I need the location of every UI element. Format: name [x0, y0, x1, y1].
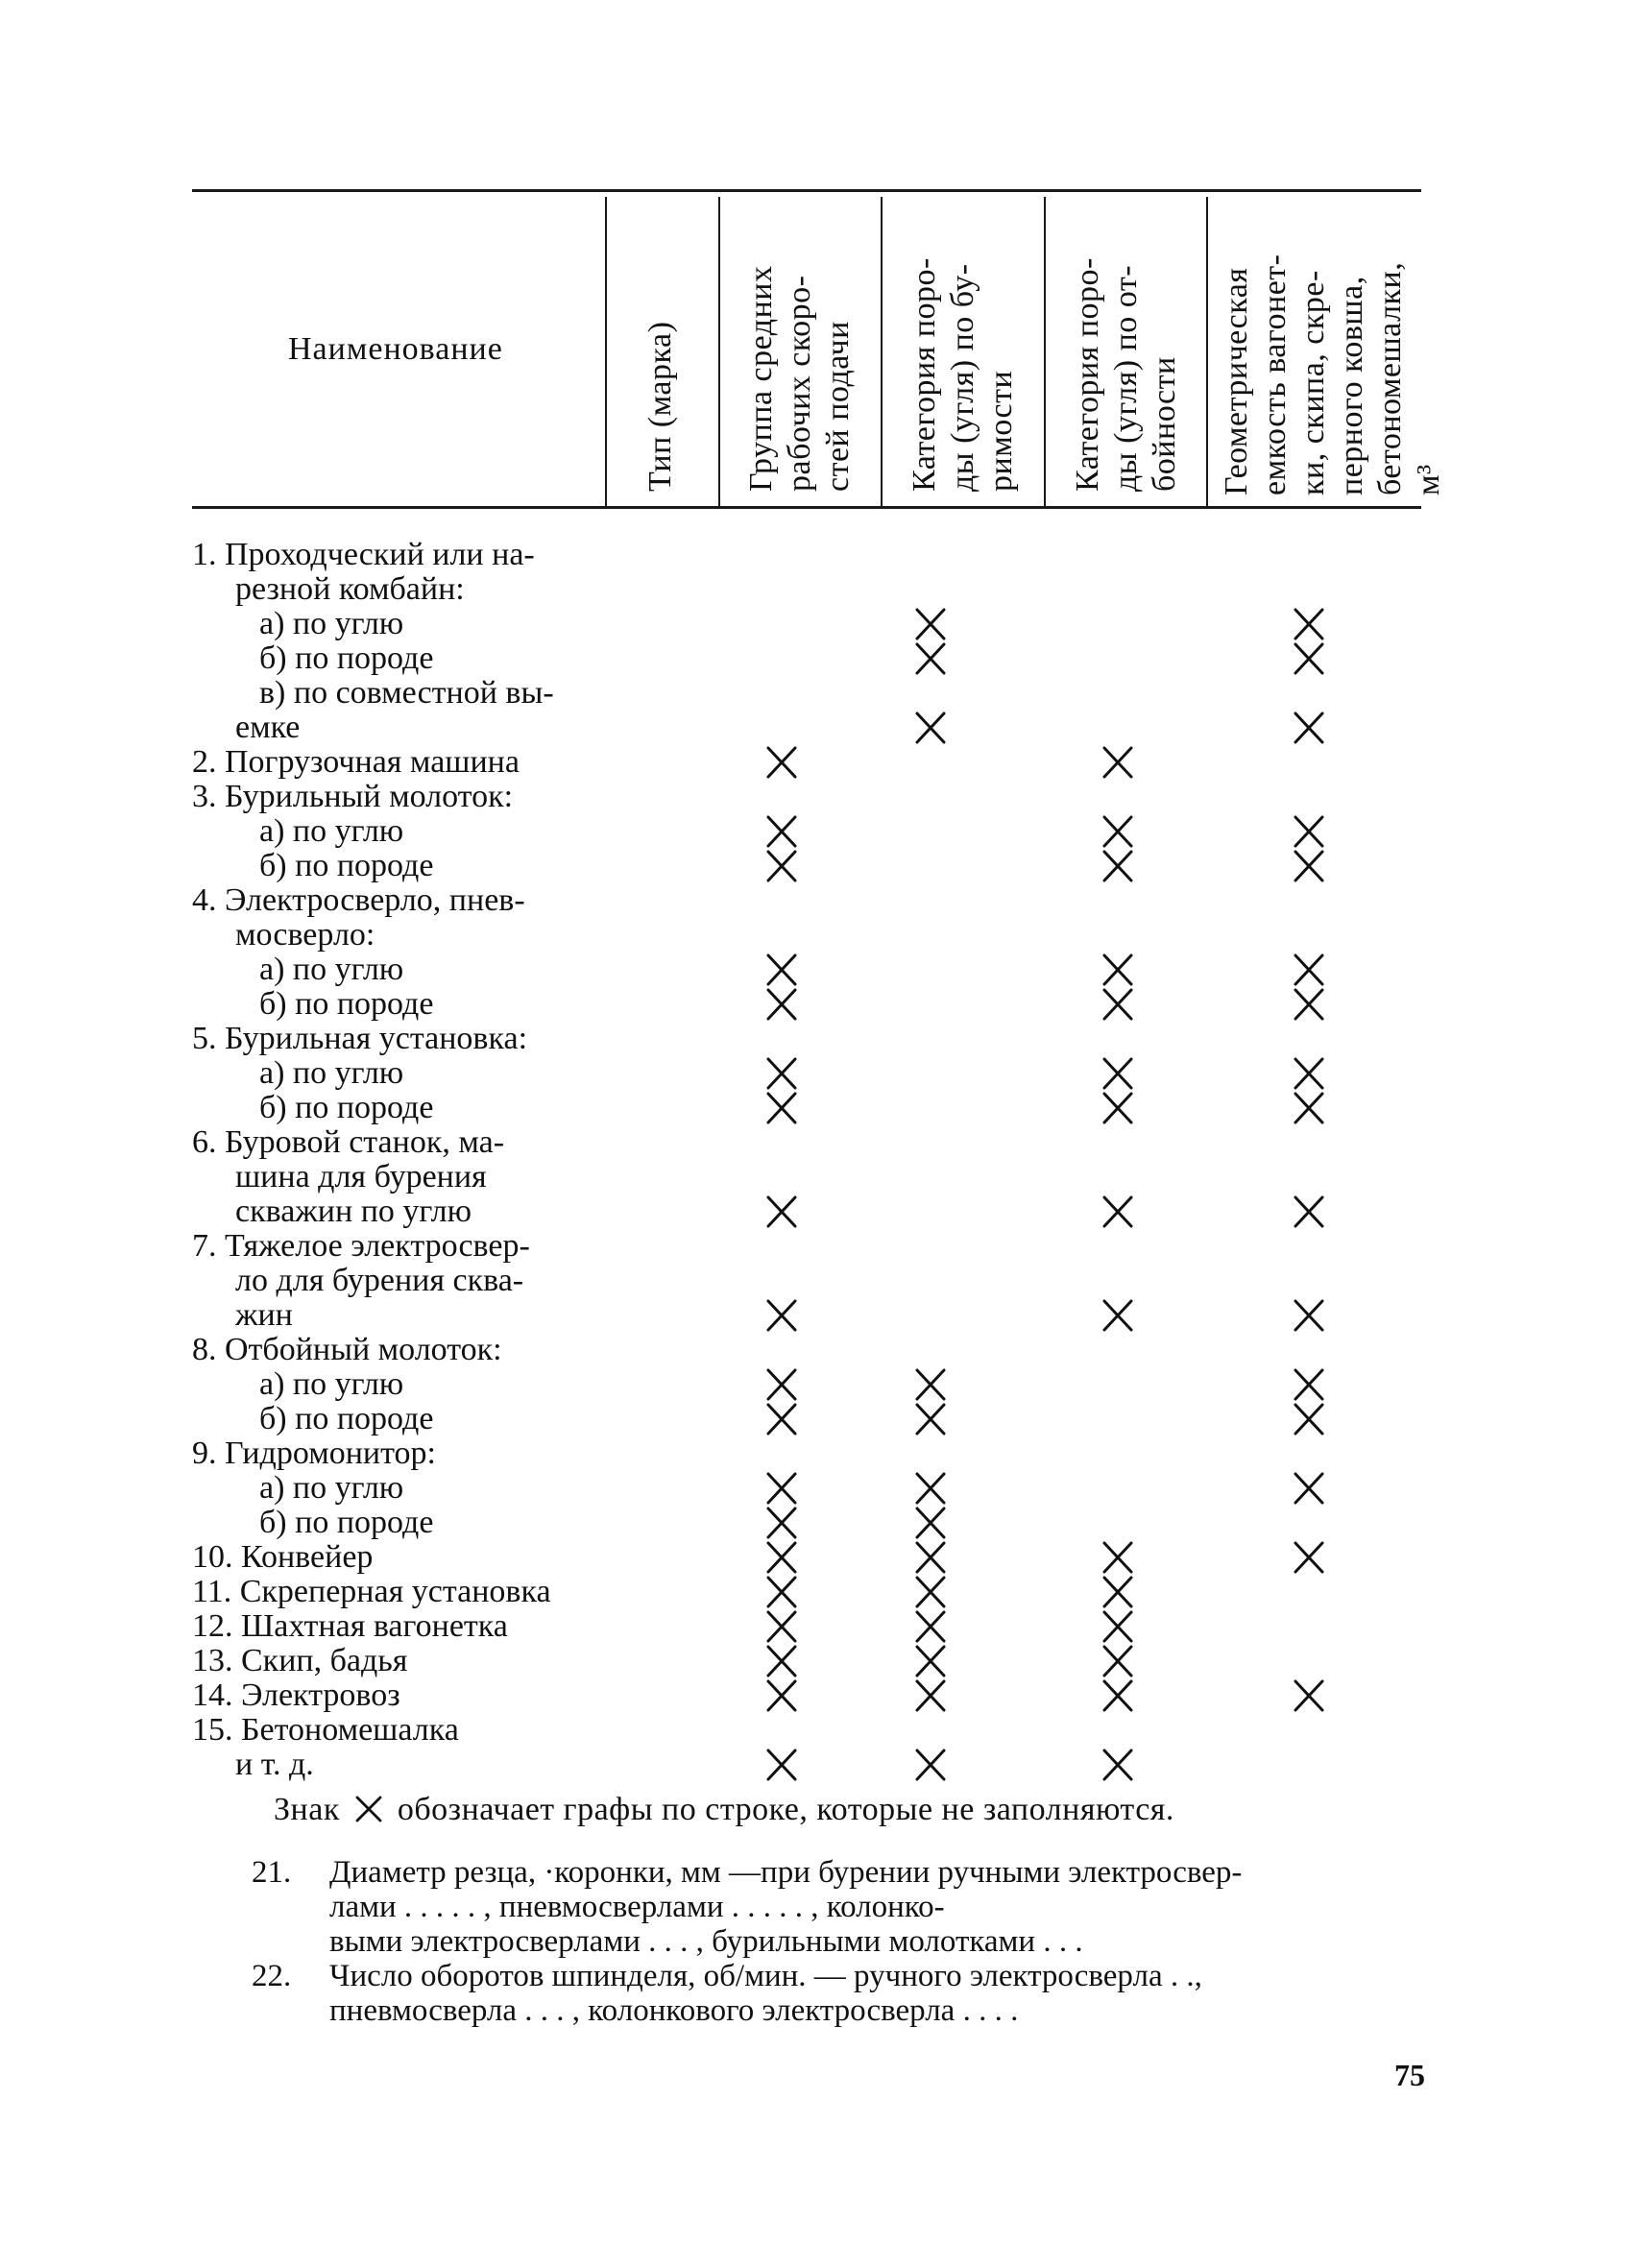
cross-mark-icon	[912, 1506, 949, 1540]
row-label: а) по углю	[259, 1366, 404, 1402]
row-label: б) по породе	[259, 848, 434, 883]
row-label: 11. Скреперная установка	[192, 1574, 551, 1609]
cross-mark-icon	[1291, 1402, 1327, 1436]
table-row	[192, 1713, 615, 1748]
header-line: Группа средних	[743, 265, 779, 492]
item-21-number: 21.	[252, 1855, 292, 1890]
cross-mark-icon	[1100, 1575, 1136, 1609]
row-label: б) по породе	[259, 1401, 434, 1436]
legend-note	[274, 1792, 1174, 1828]
cross-mark-icon	[763, 745, 800, 780]
row-label: а) по углю	[259, 1470, 404, 1506]
item-21-line: Диаметр резца, ·коронки, мм —при бурении ручными электросвер-	[329, 1855, 1243, 1890]
cross-mark-icon	[1291, 1194, 1327, 1229]
cross-mark-icon	[1100, 849, 1136, 883]
row-label: 3. Бурильный молоток:	[192, 779, 514, 814]
table-row	[259, 1056, 682, 1091]
table-row	[259, 676, 682, 711]
cross-mark-icon	[1100, 745, 1136, 780]
cross-mark-icon	[912, 1471, 949, 1506]
cross-mark-icon	[763, 1091, 800, 1125]
legend-text: обозначает графы по строке, которые не заполняются.	[397, 1792, 1174, 1827]
row-label: шина для бурения	[235, 1159, 487, 1194]
row-label: резной комбайн:	[235, 571, 465, 607]
cross-mark-icon	[1291, 987, 1327, 1022]
cross-mark-icon	[763, 1506, 800, 1540]
header-line: м³	[1411, 464, 1446, 495]
cross-mark-icon	[1291, 953, 1327, 987]
column-divider-4	[1044, 197, 1046, 506]
cross-mark-icon	[763, 1194, 800, 1229]
header-breakability	[1069, 257, 1184, 492]
header-line: стей подачи	[820, 321, 856, 492]
table-row	[192, 1644, 615, 1678]
table-row	[192, 883, 615, 918]
cross-mark-icon	[763, 1748, 800, 1782]
column-divider-1	[605, 197, 607, 506]
cross-mark-icon	[1100, 1609, 1136, 1644]
cross-mark-icon	[912, 641, 949, 676]
row-label: 1. Проходческий или на-	[192, 537, 535, 572]
cross-mark-icon	[763, 987, 800, 1022]
table-row	[259, 1091, 682, 1125]
cross-mark-icon	[1100, 1540, 1136, 1575]
table-row	[259, 641, 682, 676]
row-label: 10. Конвейер	[192, 1539, 374, 1575]
header-type-text: Тип (марка)	[642, 321, 678, 492]
row-label: 6. Буровой станок, ма-	[192, 1124, 505, 1160]
row-label: б) по породе	[259, 1505, 434, 1540]
cross-mark-icon	[763, 1609, 800, 1644]
table-row	[235, 711, 658, 745]
cross-mark-icon	[763, 1540, 800, 1575]
header-name: Наименование	[288, 331, 503, 367]
row-label: скважин по углю	[235, 1194, 472, 1229]
row-label: жин	[235, 1297, 293, 1333]
table-row	[192, 1540, 615, 1575]
table-row	[259, 814, 682, 849]
table-row	[192, 1575, 615, 1609]
cross-mark-icon	[1291, 1056, 1327, 1091]
cross-mark-icon	[1291, 1540, 1327, 1575]
row-label: ло для бурения сква-	[235, 1263, 524, 1298]
table-row	[235, 1748, 658, 1782]
cross-mark-icon	[1100, 1194, 1136, 1229]
table-row	[235, 1194, 658, 1229]
cross-mark-icon	[763, 849, 800, 883]
cross-mark-icon	[912, 1575, 949, 1609]
row-label: 7. Тяжелое электросвер-	[192, 1228, 530, 1264]
cross-mark-icon	[1100, 1056, 1136, 1091]
row-label: 12. Шахтная вагонетка	[192, 1608, 508, 1644]
cross-mark-icon	[763, 1367, 800, 1402]
item-21-line: выми электросверлами . . . , бурильными молотками . . .	[329, 1924, 1083, 1959]
row-label: 13. Скип, бадья	[192, 1643, 408, 1678]
table-row	[259, 607, 682, 641]
header-line: римости	[983, 370, 1019, 492]
row-label: б) по породе	[259, 986, 434, 1022]
cross-mark-icon	[1291, 1471, 1327, 1506]
header-speed-group	[742, 266, 858, 492]
table-row	[259, 1471, 682, 1506]
cross-mark-icon	[912, 1644, 949, 1678]
column-divider-2	[718, 197, 720, 506]
header-type	[641, 322, 680, 492]
table-row	[192, 1229, 615, 1264]
cross-mark-icon	[763, 1644, 800, 1678]
cross-mark-icon	[763, 1056, 800, 1091]
cross-mark-icon	[763, 953, 800, 987]
cross-mark-icon	[912, 607, 949, 641]
row-label: б) по породе	[259, 640, 434, 676]
row-label: мосверло:	[235, 917, 375, 953]
row-label: б) по породе	[259, 1090, 434, 1125]
cross-mark-icon	[354, 1795, 383, 1823]
table-row	[259, 1506, 682, 1540]
cross-mark-icon	[763, 1298, 800, 1333]
cross-mark-icon	[912, 1609, 949, 1644]
table-row	[192, 1022, 615, 1056]
table-row	[259, 953, 682, 987]
table-row	[259, 1402, 682, 1436]
row-label: а) по углю	[259, 813, 404, 849]
item-21-line: лами . . . . . , пневмосверлами . . . . . , колонко-	[329, 1890, 945, 1924]
cross-mark-icon	[912, 1540, 949, 1575]
column-divider-3	[881, 197, 883, 506]
cross-mark-icon	[1100, 1091, 1136, 1125]
header-line: Категория поро-	[907, 257, 942, 492]
table-row	[192, 1333, 615, 1367]
header-line: бетономешалки,	[1372, 261, 1408, 495]
header-line: емкость вагонет-	[1257, 253, 1293, 495]
row-label: а) по углю	[259, 606, 404, 641]
cross-mark-icon	[1291, 849, 1327, 883]
legend-prefix: Знак	[274, 1792, 340, 1827]
cross-mark-icon	[912, 1748, 949, 1782]
row-label: в) по совместной вы-	[259, 675, 554, 711]
cross-mark-icon	[912, 1367, 949, 1402]
table-row	[192, 1678, 615, 1713]
cross-mark-icon	[763, 1575, 800, 1609]
table-row	[259, 1367, 682, 1402]
cross-mark-icon	[1100, 1298, 1136, 1333]
table-row	[235, 918, 658, 953]
header-line: ды (угля) по от-	[1108, 264, 1144, 492]
item-22-number: 22.	[252, 1959, 292, 1993]
table-row	[235, 1264, 658, 1298]
cross-mark-icon	[1100, 953, 1136, 987]
cross-mark-icon	[912, 1678, 949, 1713]
cross-mark-icon	[1291, 1298, 1327, 1333]
table-row	[235, 1160, 658, 1194]
table-row	[192, 745, 615, 780]
table-row	[192, 780, 615, 814]
row-label: емке	[235, 710, 301, 745]
row-label: и т. д.	[235, 1747, 314, 1782]
cross-mark-icon	[912, 1402, 949, 1436]
row-label: 2. Погрузочная машина	[192, 744, 520, 780]
table-row	[192, 1436, 615, 1471]
cross-mark-icon	[1100, 1644, 1136, 1678]
item-22-line: Число оборотов шпинделя, об/мин. — ручного электросверла . .,	[329, 1959, 1202, 1993]
table-row	[192, 1609, 615, 1644]
header-capacity	[1218, 254, 1448, 495]
table-top-rule	[192, 189, 1421, 192]
row-label: 4. Электросверло, пнев-	[192, 882, 525, 918]
table-row	[259, 849, 682, 883]
item-22-line: пневмосверла . . . , колонкового электросверла . . . .	[329, 1993, 1019, 2028]
cross-mark-icon	[1100, 814, 1136, 849]
row-label: а) по углю	[259, 1055, 404, 1091]
header-line: Категория поро-	[1070, 257, 1105, 492]
cross-mark-icon	[1100, 1748, 1136, 1782]
cross-mark-icon	[1100, 987, 1136, 1022]
cross-mark-icon	[1291, 814, 1327, 849]
column-divider-5	[1206, 197, 1208, 506]
page-number: 75	[1394, 2058, 1425, 2092]
header-line: ды (угля) по бу-	[945, 263, 980, 492]
cross-mark-icon	[1291, 1678, 1327, 1713]
cross-mark-icon	[763, 1471, 800, 1506]
cross-mark-icon	[1291, 1367, 1327, 1402]
header-line: рабочих скоро-	[782, 275, 817, 492]
cross-mark-icon	[1100, 1678, 1136, 1713]
table-row	[235, 572, 658, 607]
row-label: а) по углю	[259, 952, 404, 987]
header-line: бойности	[1147, 356, 1182, 492]
row-label: 8. Отбойный молоток:	[192, 1332, 502, 1367]
row-label: 5. Бурильная установка:	[192, 1021, 528, 1056]
header-line: перного ковша,	[1334, 276, 1369, 495]
table-row	[192, 538, 615, 572]
cross-mark-icon	[1291, 641, 1327, 676]
row-label: 14. Электровоз	[192, 1677, 400, 1713]
cross-mark-icon	[1291, 607, 1327, 641]
cross-mark-icon	[912, 711, 949, 745]
cross-mark-icon	[763, 1678, 800, 1713]
cross-mark-icon	[1291, 1091, 1327, 1125]
header-line: ки, скипа, скре-	[1295, 270, 1331, 495]
header-drillability	[906, 257, 1021, 492]
table-row	[259, 987, 682, 1022]
table-row	[192, 1125, 615, 1160]
row-label: 9. Гидромонитор:	[192, 1436, 436, 1471]
cross-mark-icon	[763, 1402, 800, 1436]
header-line: Геометрическая	[1219, 267, 1254, 495]
table-header-rule	[192, 506, 1421, 509]
cross-mark-icon	[1291, 711, 1327, 745]
table-row	[235, 1298, 658, 1333]
row-label: 15. Бетономешалка	[192, 1712, 459, 1748]
cross-mark-icon	[763, 814, 800, 849]
